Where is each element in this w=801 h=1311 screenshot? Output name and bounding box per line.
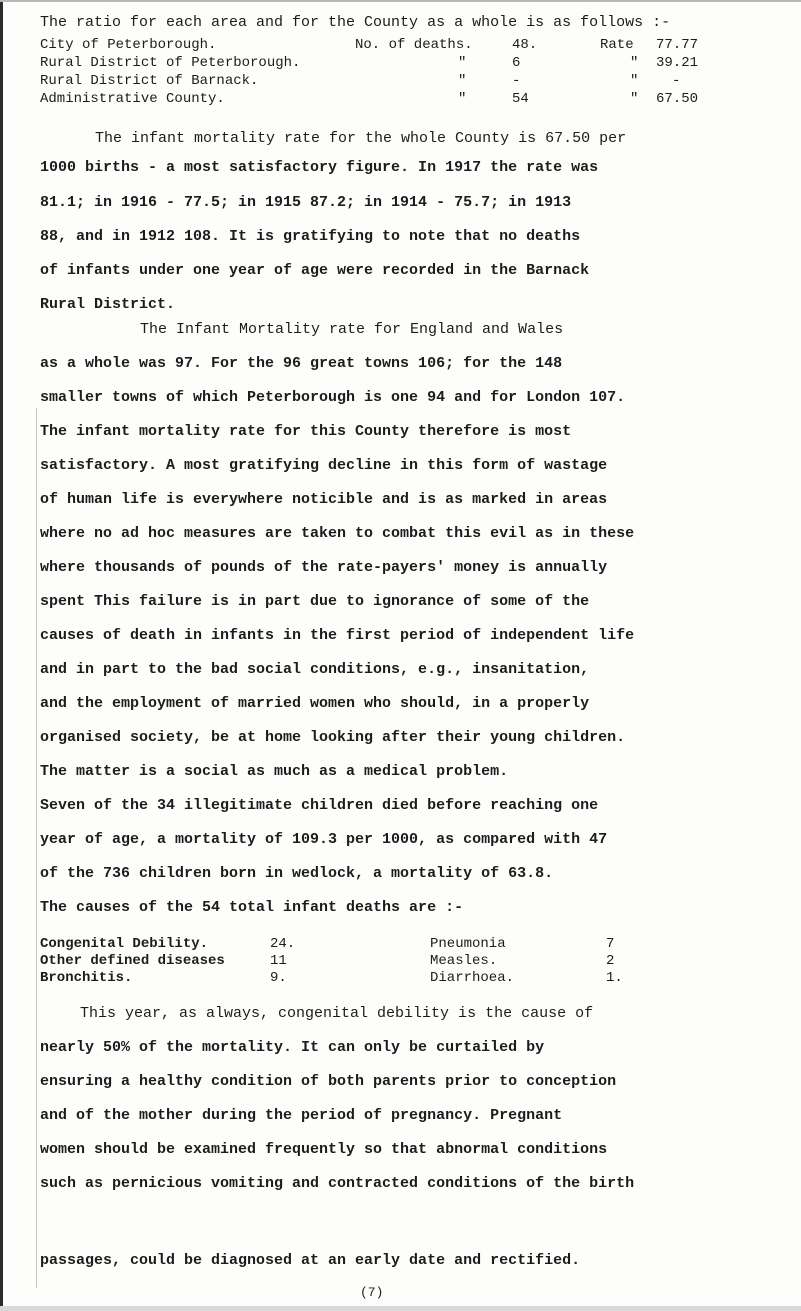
paragraph-line: of infants under one year of age were recorded in the Barnack	[40, 262, 590, 279]
paragraph-line: causes of death in infants in the first period of independent life	[40, 627, 635, 644]
ratio-label: "	[458, 55, 467, 71]
ratio-rate-label: "	[630, 91, 639, 107]
ratio-label: "	[458, 91, 467, 107]
page-bottom-edge	[0, 1306, 801, 1311]
paragraph-line: year of age, a mortality of 109.3 per 1000, as compared with 47	[40, 831, 608, 848]
paragraph-line: 88, and in 1912 108. It is gratifying to note that no deaths	[40, 228, 581, 245]
paragraph-line: Rural District.	[40, 296, 176, 313]
ratio-rate-label: "	[630, 73, 639, 89]
closing-line: This year, as always, congenital debility is the cause of	[80, 1005, 594, 1022]
paragraph-line: 1000 births - a most satisfactory figure. In 1917 the rate was	[40, 159, 599, 176]
paragraph-line: as a whole was 97. For the 96 great towns 106; for the 148	[40, 355, 563, 372]
cause-count: 1.	[606, 970, 623, 986]
ratio-rate: 39.21	[656, 55, 699, 71]
paragraph-line: spent This failure is in part due to ignorance of some of the	[40, 593, 590, 610]
ratio-label: "	[458, 73, 467, 89]
paragraph-line: Seven of the 34 illegitimate children died before reaching one	[40, 797, 599, 814]
paragraph-line: of the 736 children born in wedlock, a mortality of 63.8.	[40, 865, 554, 882]
ratio-rate: 67.50	[656, 91, 699, 107]
page-left-edge	[0, 0, 3, 1311]
ratio-deaths: 6	[512, 55, 521, 71]
closing-line: ensuring a healthy condition of both parents prior to conception	[40, 1073, 617, 1090]
ratio-deaths: 54	[512, 91, 529, 107]
paragraph-line: smaller towns of which Peterborough is one 94 and for London 107.	[40, 389, 626, 406]
margin-rule	[36, 408, 37, 1288]
paragraph-line: The Infant Mortality rate for England and Wales	[140, 321, 564, 338]
paragraph-line: where no ad hoc measures are taken to combat this evil as in these	[40, 525, 635, 542]
paragraph-line: and in part to the bad social conditions, e.g., insanitation,	[40, 661, 590, 678]
paragraph-line: organised society, be at home looking after their young children.	[40, 729, 626, 746]
ratio-label: No. of deaths.	[355, 37, 473, 53]
closing-line: passages, could be diagnosed at an early date and rectified.	[40, 1252, 581, 1269]
paragraph-line: 81.1; in 1916 - 77.5; in 1915 87.2; in 1914 - 75.7; in 1913	[40, 194, 572, 211]
cause-label: Other defined diseases	[40, 953, 225, 969]
cause-label: Diarrhoea.	[430, 970, 515, 986]
cause-label: Bronchitis.	[40, 970, 133, 986]
paragraph-line: of human life is everywhere noticible and is as marked in areas	[40, 491, 608, 508]
cause-count: 2	[606, 953, 615, 969]
cause-label: Congenital Debility.	[40, 936, 209, 952]
cause-label: Pneumonia	[430, 936, 506, 952]
ratio-area: City of Peterborough.	[40, 37, 217, 53]
paragraph-line: The infant mortality rate for this County therefore is most	[40, 423, 572, 440]
paragraph-line: and the employment of married women who should, in a properly	[40, 695, 590, 712]
paragraph-line: The causes of the 54 total infant deaths are :-	[40, 899, 464, 916]
paragraph-line: satisfactory. A most gratifying decline in this form of wastage	[40, 457, 608, 474]
ratio-rate-label: Rate	[600, 37, 634, 53]
page-top-edge	[0, 0, 801, 2]
cause-count: 24.	[270, 936, 296, 952]
cause-count: 9.	[270, 970, 287, 986]
closing-line: women should be examined frequently so that abnormal conditions	[40, 1141, 608, 1158]
paragraph-line: where thousands of pounds of the rate-payers' money is annually	[40, 559, 608, 576]
ratio-area: Rural District of Barnack.	[40, 73, 259, 89]
ratio-deaths: 48.	[512, 37, 538, 53]
cause-count: 11	[270, 953, 287, 969]
page-number: (7)	[360, 1285, 384, 1300]
ratio-rate: 77.77	[656, 37, 699, 53]
cause-count: 7	[606, 936, 615, 952]
cause-label: Measles.	[430, 953, 498, 969]
ratio-deaths: -	[512, 73, 521, 89]
closing-line: and of the mother during the period of pregnancy. Pregnant	[40, 1107, 563, 1124]
ratio-rate-label: "	[630, 55, 639, 71]
ratio-area: Rural District of Peterborough.	[40, 55, 301, 71]
paragraph-line: The infant mortality rate for the whole County is 67.50 per	[95, 130, 627, 147]
ratio-rate: -	[672, 73, 681, 89]
closing-line: nearly 50% of the mortality. It can only be curtailed by	[40, 1039, 545, 1056]
intro-line: The ratio for each area and for the County as a whole is as follows :-	[40, 14, 671, 31]
paragraph-line: The matter is a social as much as a medical problem.	[40, 763, 509, 780]
ratio-area: Administrative County.	[40, 91, 225, 107]
closing-line: such as pernicious vomiting and contracted conditions of the birth	[40, 1175, 635, 1192]
